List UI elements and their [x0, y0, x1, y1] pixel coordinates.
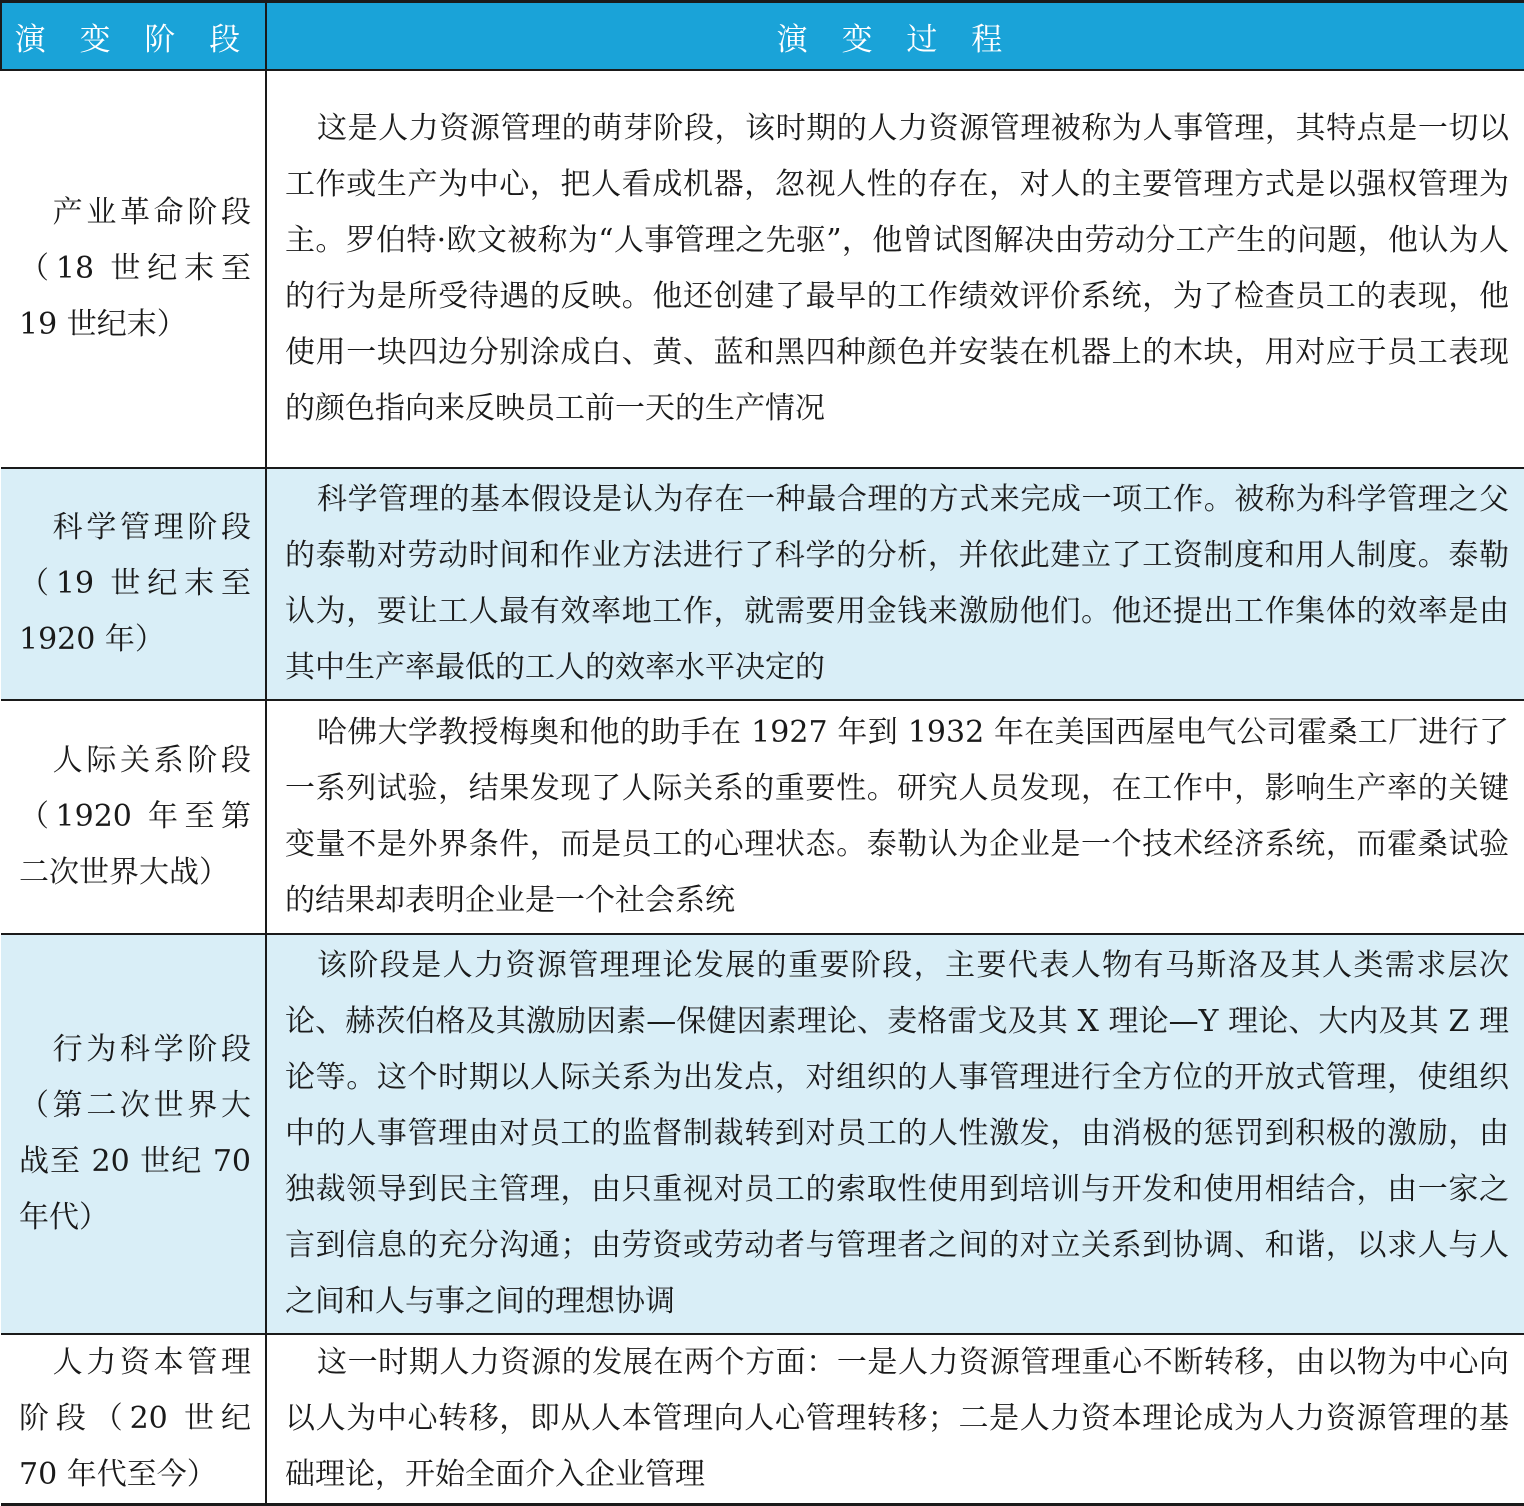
process-cell: [266, 1334, 1524, 1505]
table-row: [1, 468, 1524, 700]
process-text: 科学管理的基本假设是认为存在一种最合理的方式来完成一项工作。被称为科学管理之父的泰勒对劳动时间和作业方法进行了科学的分析，并依此建立了工资制度和用人制度。泰勒认为，要让工人最有效率地工作，就需要用金钱来激励他们。他还提出工作集体的效率是由其中生产率最低的工人的效率水平决定的: [285, 482, 1509, 685]
process-cell: [266, 70, 1524, 468]
header-row: [1, 2, 1524, 71]
stage-cell: [1, 934, 266, 1334]
process-cell: [266, 468, 1524, 700]
process-text: 这一时期人力资源的发展在两个方面：一是人力资源管理重心不断转移，由以物为中心向以人为中心转移，即从人本管理向人心管理转移；二是人力资本理论成为人力资源管理的基础理论，开始全面介入企业管理: [285, 1345, 1509, 1492]
header-process: 演 变 过 程: [266, 2, 1524, 71]
stage-text: 科学管理阶段（19 世纪末至 1920 年）: [19, 510, 251, 657]
process-cell: [266, 934, 1524, 1334]
stage-text: 行为科学阶段（第二次世界大战至 20 世纪 70 年代）: [19, 1032, 251, 1235]
stage-cell: [1, 468, 266, 700]
stage-text: 产业革命阶段（18 世纪末至 19 世纪末）: [19, 195, 251, 342]
table-row: [1, 934, 1524, 1334]
process-text: 该阶段是人力资源管理理论发展的重要阶段，主要代表人物有马斯洛及其人类需求层次论、赫茨伯格及其激励因素—保健因素理论、麦格雷戈及其 X 理论—Y 理论、大内及其 Z 理论等。这个时期以人际关系为出发点，对组织的人事管理进行全方位的开放式管理，使组织中的人事管理由对员工的监督制裁转到对员工的人性激发，由消极的惩罚到积极的激励，由独裁领导到民主管理，由只重视对员工的索取性使用到培训与开发和使用相结合，由一家之言到信息的充分沟通；由劳资或劳动者与管理者之间的对立关系到协调、和谐，以求人与人之间和人与事之间的理想协调: [285, 948, 1509, 1319]
stage-cell: [1, 1334, 266, 1505]
process-text: 这是人力资源管理的萌芽阶段，该时期的人力资源管理被称为人事管理，其特点是一切以工作或生产为中心，把人看成机器，忽视人性的存在，对人的主要管理方式是以强权管理为主。罗伯特·欧文被称为“人事管理之先驱”，他曾试图解决由劳动分工产生的问题，他认为人的行为是所受待遇的反映。他还创建了最早的工作绩效评价系统，为了检查员工的表现，他使用一块四边分别涂成白、黄、蓝和黑四种颜色并安装在机器上的木块，用对应于员工表现的颜色指向来反映员工前一天的生产情况: [285, 111, 1509, 426]
table-row: [1, 1334, 1524, 1505]
table-row: [1, 70, 1524, 468]
table-row: [1, 700, 1524, 934]
stage-text: 人力资本管理阶段（20 世纪 70 年代至今）: [19, 1345, 251, 1492]
process-text: 哈佛大学教授梅奥和他的助手在 1927 年到 1932 年在美国西屋电气公司霍桑工厂进行了一系列试验，结果发现了人际关系的重要性。研究人员发现，在工作中，影响生产率的关键变量不是外界条件，而是员工的心理状态。泰勒认为企业是一个技术经济系统，而霍桑试验的结果却表明企业是一个社会系统: [285, 715, 1509, 918]
stage-cell: [1, 700, 266, 934]
header-stage: 演 变 阶 段: [1, 2, 266, 71]
stage-text: 人际关系阶段（1920 年至第二次世界大战）: [19, 743, 251, 890]
stage-cell: [1, 70, 266, 468]
process-cell: [266, 700, 1524, 934]
